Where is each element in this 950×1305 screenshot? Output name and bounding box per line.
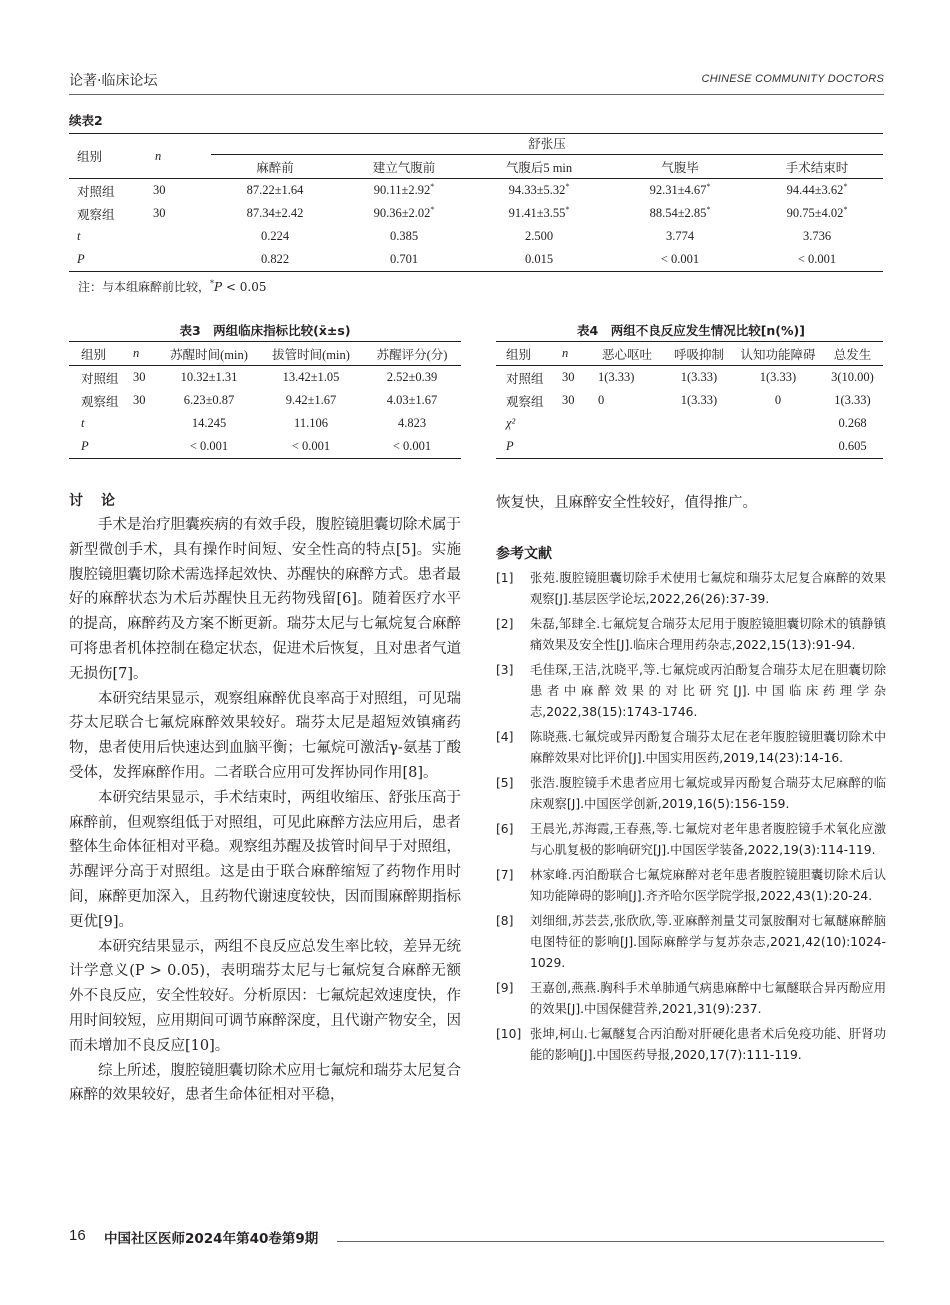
- table-row: χ² 0.268: [506, 416, 867, 430]
- reference-item: [5] 张浩.腹腔镜手术患者应用七氟烷或异丙酚复合瑞芬太尼麻醉的临床观察[J].中国医学创新,2019,16(5):156-159.: [496, 775, 886, 812]
- subheader: 气腹毕: [609, 155, 751, 179]
- table2-caption: 续表2: [69, 113, 103, 128]
- journal-issue: 中国社区医师2024年第40卷第9期: [104, 1231, 319, 1247]
- header-n: n: [562, 342, 590, 366]
- header: 呼吸抑制: [664, 342, 734, 366]
- header-rule: [69, 94, 884, 95]
- table-row: 对照组 30 1(3.33) 1(3.33) 1(3.33) 3(10.00): [506, 370, 874, 386]
- subheader: 手术结束时: [751, 155, 883, 179]
- journal-name-en: CHINESE COMMUNITY DOCTORS: [701, 73, 884, 85]
- table-row: 观察组 30 6.23±0.87 9.42±1.67 4.03±1.67: [81, 393, 438, 409]
- reference-item: [1] 张苑.腹腔镜胆囊切除手术使用七氟烷和瑞芬太尼复合麻醉的效果观察[J].基层医学论坛,2022,26(26):37-39.: [496, 571, 886, 607]
- reference-item: [8] 刘细细,苏芸芸,张欣欣,等.亚麻醉剂量艾司氯胺酮对七氟醚麻醉脑电图特征的影响[J].国际麻醉学与复苏杂志,2021,42(10):1024-1029.: [496, 913, 886, 970]
- paragraph: 本研究结果显示，手术结束时，两组收缩压、舒张压高于麻醉前，但观察组低于对照组，可见此麻醉方法应用后，患者整体生命体征相对平稳。观察组苏醒及拔管时间早于对照组，苏醒评分高于对照组。这是由于联合麻醉缩短了药物作用时间，麻醉更加深入，且药物代谢速度较快，因而围麻醉期指标更优[9]。: [69, 789, 461, 930]
- table-row: 观察组 30 0 1(3.33) 0 1(3.33): [506, 393, 871, 409]
- reference-item: [2] 朱磊,邹肆全.七氟烷复合瑞芬太尼用于腹腔镜胆囊切除术的镇静镇痛效果及安全性[J].临床合理用药杂志,2022,15(13):91-94.: [496, 616, 886, 653]
- paragraph: 本研究结果显示，两组不良反应总发生率比较，差异无统计学意义(P > 0.05)，表明瑞芬太尼与七氟烷复合麻醉无额外不良反应，安全性较好。分析原因：七氟烷起效速度快，作用时间较短，应用期间可调节麻醉深度，且代谢产物安全，因而未增加不良反应[10]。: [69, 938, 461, 1054]
- references-heading: 参考文献: [496, 546, 552, 562]
- table-row: 观察组 30 87.34±2.42 90.36±2.02* 91.41±3.55* 88.54±2.85* 90.75±4.02*: [77, 204, 848, 222]
- header: 苏醒时间(min): [159, 342, 259, 366]
- table4: [496, 341, 883, 459]
- table-row: P 0.605: [496, 435, 883, 459]
- reference-item: [4] 陈晓燕.七氟烷或异丙酚复合瑞芬太尼在老年腹腔镜胆囊切除术中麻醉效果对比评价[J].中国实用医药,2019,14(23):14-16.: [496, 729, 886, 766]
- reference-item: [6] 王晨光,苏海霞,王春燕,等.七氟烷对老年患者腹腔镜手术氧化应激与心肌复极的影响研究[J].中国医学装备,2022,19(3):114-119.: [496, 821, 886, 857]
- header-n: n: [133, 342, 159, 366]
- table-row: 对照组 30 10.32±1.31 13.42±1.05 2.52±0.39: [81, 370, 438, 386]
- subheader: 建立气腹前: [339, 155, 469, 179]
- table2-note: 注：与本组麻醉前比较，*P < 0.05: [78, 279, 267, 294]
- section-label: 论著·临床论坛: [69, 73, 158, 89]
- footer-rule: [337, 1241, 884, 1242]
- header: 恶心呕吐: [590, 342, 664, 366]
- table-row: 对照组 30 87.22±1.64 90.11±2.92* 94.33±5.32* 92.31±4.67* 94.44±3.62*: [77, 181, 848, 199]
- reference-item: [3] 毛佳琛,王洁,沈晓平,等.七氟烷或丙泊酚复合瑞芬太尼在胆囊切除患者中麻醉效果的对比研究[J].中国临床药理学杂志,2022,38(15):1743-1746.: [496, 662, 886, 720]
- table-row: t 14.245 11.106 4.823: [81, 416, 427, 430]
- reference-list: [496, 568, 886, 1069]
- table3-caption: 表3 两组临床指标比较(x̄±s): [179, 323, 351, 338]
- header-diastolic: 舒张压: [211, 134, 883, 156]
- discussion-heading: 讨 论: [69, 493, 117, 509]
- header-group: 组别: [69, 342, 133, 366]
- discussion-body: [69, 513, 461, 1108]
- reference-item: [7] 林家峰.丙泊酚联合七氟烷麻醉对老年患者腹腔镜胆囊切除术后认知功能障碍的影响[J].齐齐哈尔医学院学报,2022,43(1):20-24.: [496, 867, 886, 903]
- table3: [69, 341, 461, 459]
- header: 拔管时间(min): [259, 342, 363, 366]
- page-number: 16: [69, 1227, 86, 1244]
- reference-item: [10] 张坤,柯山.七氟醚复合丙泊酚对肝硬化患者术后免疫功能、肝肾功能的影响[J].中国医药导报,2020,17(7):111-119.: [496, 1026, 886, 1062]
- table-row: P < 0.001 < 0.001 < 0.001: [69, 435, 461, 459]
- header-group: 组别: [69, 134, 153, 179]
- subheader: 气腹后5 min: [469, 155, 609, 179]
- subheader: 麻醉前: [211, 155, 339, 179]
- header: 苏醒评分(分): [363, 342, 461, 366]
- header: 认知功能障碍: [734, 342, 822, 366]
- paragraph: 手术是治疗胆囊疾病的有效手段，腹腔镜胆囊切除术属于新型微创手术，具有操作时间短、安全性高的特点[5]。实施腹腔镜胆囊切除术需选择起效快、苏醒快的麻醉方式。患者最好的麻醉状态为术后苏醒快且无药物残留[6]。随着医疗水平的提高，麻醉药及方案不断更新。瑞芬太尼与七氟烷复合麻醉可将患者机体控制在稳定状态，促进术后恢复，且对患者气道无损伤[7]。: [69, 517, 461, 682]
- table4-caption: 表4 两组不良反应发生情况比较[n(%)]: [577, 323, 805, 338]
- table-row: t 0.224 0.385 2.500 3.774 3.736: [77, 229, 832, 243]
- header: 总发生: [822, 342, 883, 366]
- paragraph: 综上所述，腹腔镜胆囊切除术应用七氟烷和瑞芬太尼复合麻醉的效果较好，患者生命体征相对平稳，: [69, 1062, 461, 1104]
- paragraph-continued: 恢复快，且麻醉安全性较好，值得推广。: [496, 495, 757, 511]
- header-n: n: [153, 134, 211, 179]
- paragraph: 本研究结果显示，观察组麻醉优良率高于对照组，可见瑞芬太尼联合七氟烷麻醉效果较好。瑞芬太尼是超短效镇痛药物，患者使用后快速达到血脑平衡；七氟烷可激活γ-氨基丁酸受体，发挥麻醉作用。二者联合应用可发挥协同作用[8]。: [69, 690, 461, 781]
- reference-item: [9] 王嘉创,燕燕.胸科手术单肺通气病患麻醉中七氟醚联合异丙酚应用的效果[J].中国保健营养,2021,31(9):237.: [496, 980, 886, 1016]
- table-row: P 0.822 0.701 0.015 < 0.001 < 0.001: [69, 248, 883, 272]
- table2: [69, 133, 883, 272]
- header-group: 组别: [496, 342, 562, 366]
